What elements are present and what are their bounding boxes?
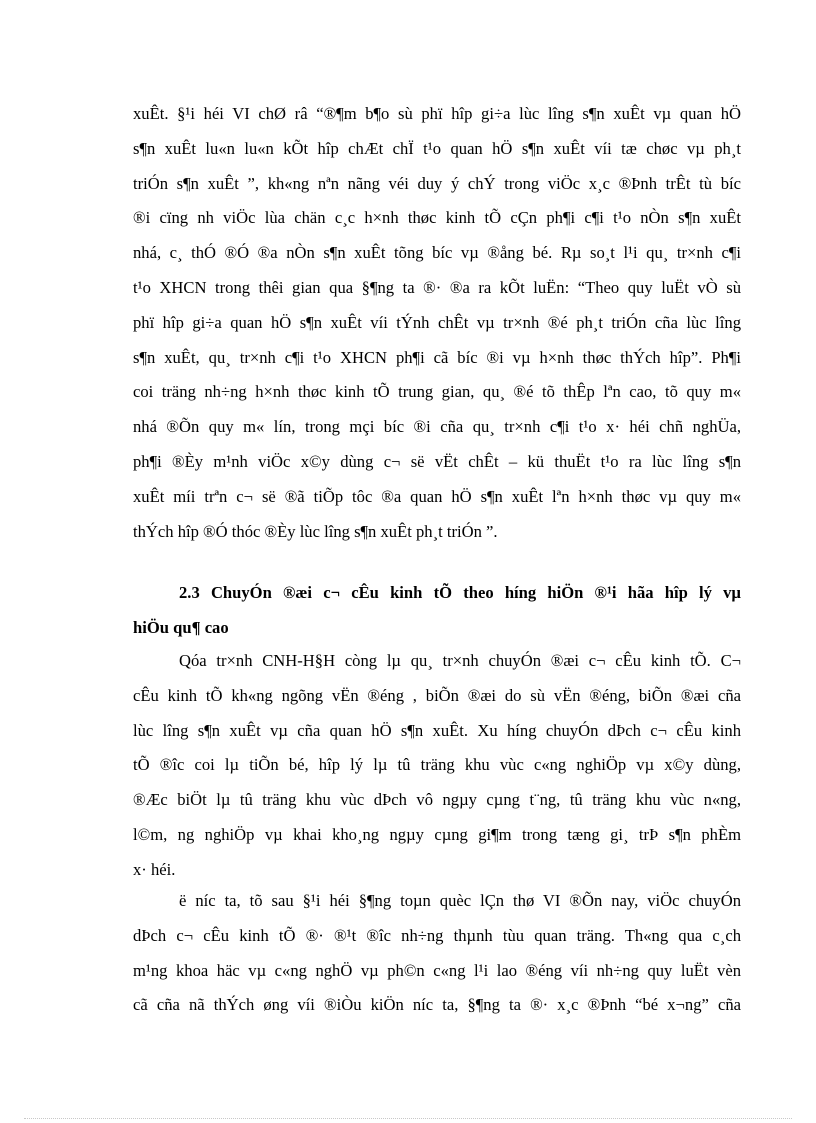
text-line: Qóa tr×nh CNH-H§H còng lµ qu¸ tr×nh chuyÓn ®æi c¬ cÊu kinh tÕ. C¬ xyxy=(179,651,741,670)
body-paragraph-1 xyxy=(133,97,741,549)
text-line: thÝch hîp ®Ó thóc ®Èy lùc lîng s¶n xuÊt ph¸t triÓn ”. xyxy=(133,521,498,541)
text-line: s¶n xuÊt, qu¸ tr×nh c¶i t¹o XHCN ph¶i cã bíc ®i vµ h×nh thøc thÝch hîp”. Ph¶i xyxy=(133,347,741,367)
text-line: lùc lîng s¶n xuÊt vµ cña quan hÖ s¶n xuÊt. Xu híng chuyÓn dÞch c¬ cÊu kinh xyxy=(133,720,741,740)
text-line: ®Æc biÖt lµ tû träng khu vùc dÞch vô ngµy cµng t¨ng, tû träng khu vùc n«ng, xyxy=(133,790,741,810)
text-line: dÞch c¬ cÊu kinh tÕ ®· ®¹t ®îc nh÷ng thµnh tùu quan träng. Th«ng qua c¸ch xyxy=(133,925,741,945)
body-paragraph-2 xyxy=(133,644,741,888)
body-paragraph-3 xyxy=(133,884,741,1023)
text-line: ë níc ta, tõ sau §¹i héi §¶ng toµn quèc lÇn thø VI ®Õn nay, viÖc chuyÓn xyxy=(179,891,741,910)
heading-line: hiÖu qu¶ cao xyxy=(133,617,229,637)
text-line: coi träng nh÷ng h×nh thøc kinh tÕ trung gian, qu¸ ®é tõ thÊp lªn cao, tõ quy m« xyxy=(133,382,741,402)
text-line: phï hîp gi÷a quan hÖ s¶n xuÊt víi tÝnh chÊt vµ tr×nh ®é ph¸t triÓn cña lùc lîng xyxy=(133,312,741,332)
page-bottom-rule xyxy=(24,1118,792,1119)
text-line: x· héi. xyxy=(133,859,176,879)
text-line: t¹o XHCN trong thêi gian qua §¶ng ta ®· ®a ra kÕt luËn: “Theo quy luËt vÒ sù xyxy=(133,277,741,297)
section-heading xyxy=(133,576,741,646)
text-line: nhá ®Õn quy m« lín, trong mçi bíc ®i cña qu¸ tr×nh c¶i t¹o x· héi chñ nghÜa, xyxy=(133,417,741,437)
heading-line: 2.3 ChuyÓn ®æi c¬ cÊu kinh tÕ theo híng hiÖn ®¹i hãa hîp lý vµ xyxy=(179,583,741,602)
text-line: cã cña nã thÝch øng víi ®iÒu kiÖn níc ta, §¶ng ta ®· x¸c ®Þnh “bé x¬ng” cña xyxy=(133,995,741,1015)
text-line: l©m, ng nghiÖp vµ khai kho¸ng ngµy cµng gi¶m trong tæng gi¸ trÞ s¶n phÈm xyxy=(133,824,741,844)
text-line: nhá, c¸ thÓ ®Ó ®a nÒn s¶n xuÊt tõng bíc vµ ®ång bé. Rµ so¸t l¹i qu¸ tr×nh c¶i xyxy=(133,243,741,263)
text-line: tÕ ®îc coi lµ tiÕn bé, hîp lý lµ tû träng khu vùc c«ng nghiÖp vµ x©y dùng, xyxy=(133,755,741,775)
text-line: ®i cïng nh viÖc lùa chän c¸c h×nh thøc kinh tÕ cÇn ph¶i c¶i t¹o nÒn s¶n xuÊt xyxy=(133,208,741,228)
text-line: xuÊt. §¹i héi VI chØ râ “®¶m b¶o sù phï hîp gi÷a lùc lîng s¶n xuÊt vµ quan hÖ xyxy=(133,104,741,123)
text-line: xuÊt míi trªn c¬ së ®ã tiÕp tôc ®a quan hÖ s¶n xuÊt lªn h×nh thøc vµ quy m« xyxy=(133,486,741,506)
text-line: s¶n xuÊt lu«n lu«n kÕt hîp chÆt chÏ t¹o quan hÖ s¶n xuÊt víi tæ chøc vµ ph¸t xyxy=(133,138,741,158)
text-line: ph¶i ®Èy m¹nh viÖc x©y dùng c¬ së vËt chÊt – kü thuËt t¹o ra lùc lîng s¶n xyxy=(133,451,741,471)
text-line: triÓn s¶n xuÊt ”, kh«ng nªn nãng véi duy ý chÝ trong viÖc x¸c ®Þnh trÊt tù bíc xyxy=(133,173,741,193)
text-line: m¹ng khoa häc vµ c«ng nghÖ vµ ph©n c«ng l¹i lao ®éng víi nh÷ng quy luËt vèn xyxy=(133,960,741,980)
text-line: cÊu kinh tÕ kh«ng ngõng vËn ®éng , biÕn ®æi do sù vËn ®éng, biÕn ®æi cña xyxy=(133,685,741,705)
